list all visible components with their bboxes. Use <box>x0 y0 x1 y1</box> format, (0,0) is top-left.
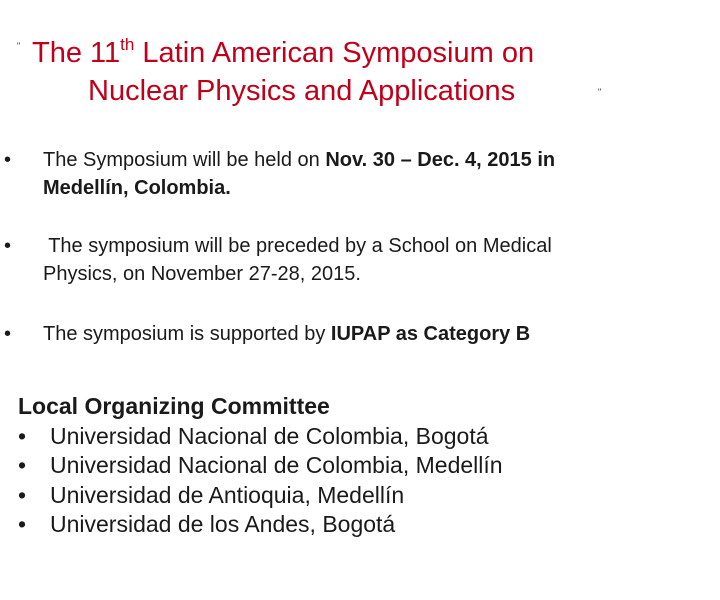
title-ordinal-suffix: th <box>120 35 135 54</box>
bullet-item-support <box>0 320 720 350</box>
committee-bullet: • <box>18 422 27 449</box>
committee-member <box>18 422 708 452</box>
bullet-text-line1: The symposium will be preceded by a School on Medical <box>43 235 552 257</box>
bullet-marker: • <box>4 149 12 171</box>
bullet-marker: • <box>4 235 12 257</box>
title-line-1 <box>32 34 534 72</box>
committee-member-name: Universidad Nacional de Colombia, Bogotá <box>50 422 489 449</box>
title-line1-prefix: The 11 <box>32 37 121 69</box>
bullet-marker: • <box>4 323 12 345</box>
committee-member-name: Universidad Nacional de Colombia, Medellín <box>50 452 503 478</box>
organizing-committee <box>18 392 708 540</box>
committee-member-name: Universidad de Antioquia, Medellín <box>50 481 405 508</box>
bullet-text-bold: Nov. 30 – Dec. 4, 2015 in <box>325 149 556 171</box>
bullet-text-normal: The symposium is supported by <box>43 323 331 345</box>
bullet-text <box>43 320 683 348</box>
bullet-text <box>43 146 683 202</box>
bullet-text <box>43 232 683 288</box>
title-open-quote: " <box>17 41 21 51</box>
title-close-quote: " <box>598 87 602 97</box>
committee-bullet: • <box>18 481 27 508</box>
committee-member <box>18 481 708 511</box>
bullet-text-normal: The Symposium will be held on <box>43 149 326 171</box>
committee-bullet: • <box>18 452 27 478</box>
title-line-2 <box>88 72 515 110</box>
bullet-item-dates <box>0 146 720 206</box>
bullet-text-line2: Physics, on November 27-28, 2015. <box>43 263 361 285</box>
committee-member-name: Universidad de los Andes, Bogotá <box>50 511 396 537</box>
committee-heading: Local Organizing Committee <box>18 393 330 419</box>
title-line1-suffix: Latin American Symposium on <box>134 37 535 69</box>
committee-bullet: • <box>18 511 27 537</box>
bullet-text-bold: IUPAP as Category B <box>330 323 531 345</box>
title-line2-text: Nuclear Physics and Applications <box>88 75 516 107</box>
bullet-item-school <box>0 232 720 292</box>
committee-member <box>18 510 708 540</box>
committee-member <box>18 451 708 481</box>
bullet-text-bold-line2: Medellín, Colombia. <box>43 177 231 199</box>
